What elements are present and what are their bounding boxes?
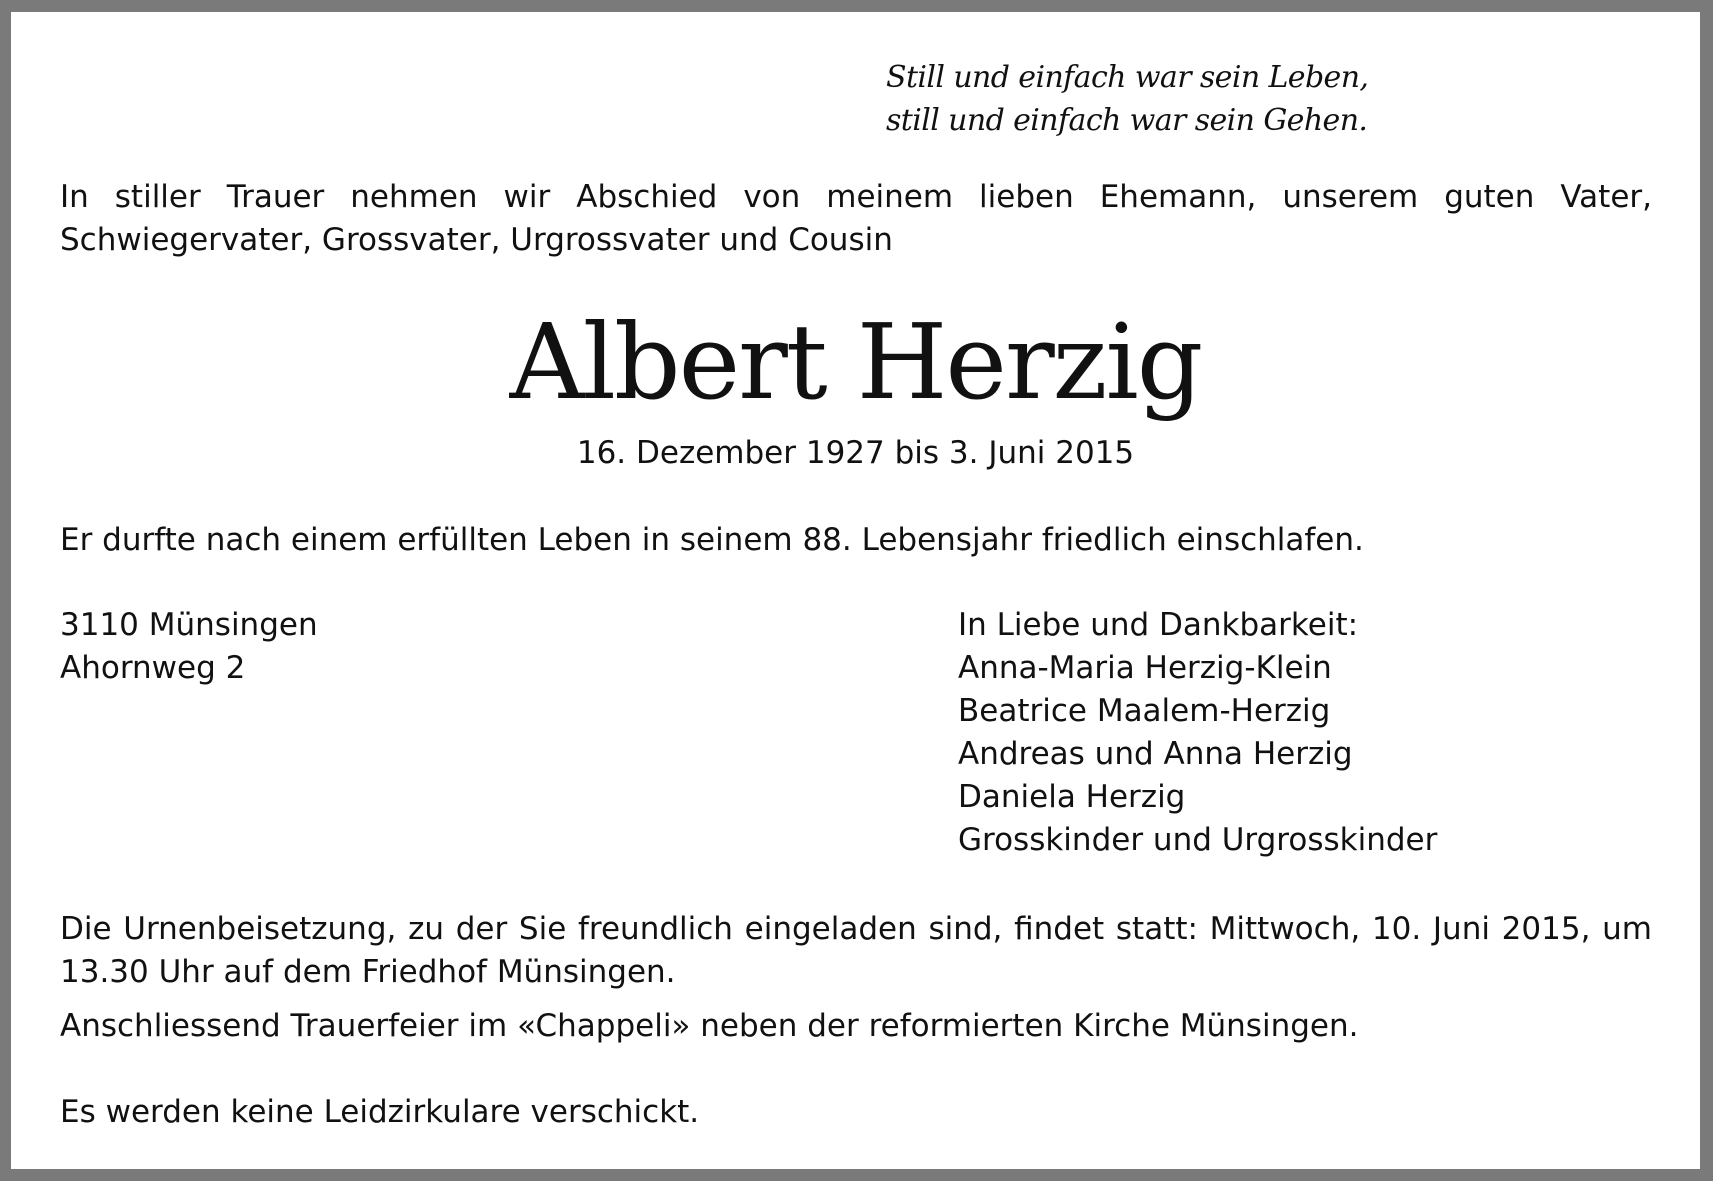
motto-quote [886, 56, 1368, 142]
life-dates: 16. Dezember 1927 bis 3. Juni 2015 [576, 435, 1135, 471]
address-city: 3110 Münsingen [60, 607, 318, 643]
intro-text: In stiller Trauer nehmen wir Abschied von meinem lieben Ehemann, unserem guten Vater, Schwiegervater, Grossvater, Urgrossvater und Cousin [60, 179, 1652, 258]
service-text: Anschliessend Trauerfeier im «Chappeli» neben der reformierten Kirche Münsingen. [60, 1008, 1359, 1044]
mourner-name: Beatrice Maalem-Herzig [958, 693, 1331, 729]
statement-text: Er durfte nach einem erfüllten Leben in seinem 88. Lebensjahr friedlich einschlafen. [60, 522, 1364, 558]
mourner-name: Grosskinder und Urgrosskinder [958, 822, 1438, 858]
mourners-heading: In Liebe und Dankbarkeit: [958, 607, 1359, 643]
motto-line-1: Still und einfach war sein Leben, [886, 60, 1369, 95]
deceased-name: Albert Herzig [509, 301, 1202, 423]
motto-line-2: still und einfach war sein Gehen. [886, 103, 1368, 138]
mourner-name: Daniela Herzig [958, 779, 1186, 815]
address-block [60, 604, 318, 690]
mourner-name: Andreas und Anna Herzig [958, 736, 1353, 772]
mourner-name: Anna-Maria Herzig-Klein [958, 650, 1332, 686]
mourners-list [958, 604, 1437, 862]
burial-text: Die Urnenbeisetzung, zu der Sie freundlich eingeladen sind, findet statt: Mittwoch, 10. Juni 2015, um 13.30 Uhr auf dem Friedhof Münsingen. [60, 911, 1652, 990]
address-street: Ahornweg 2 [60, 650, 246, 686]
closing-note: Es werden keine Leidzirkulare verschickt. [60, 1094, 700, 1130]
obituary-notice [11, 12, 1700, 1169]
